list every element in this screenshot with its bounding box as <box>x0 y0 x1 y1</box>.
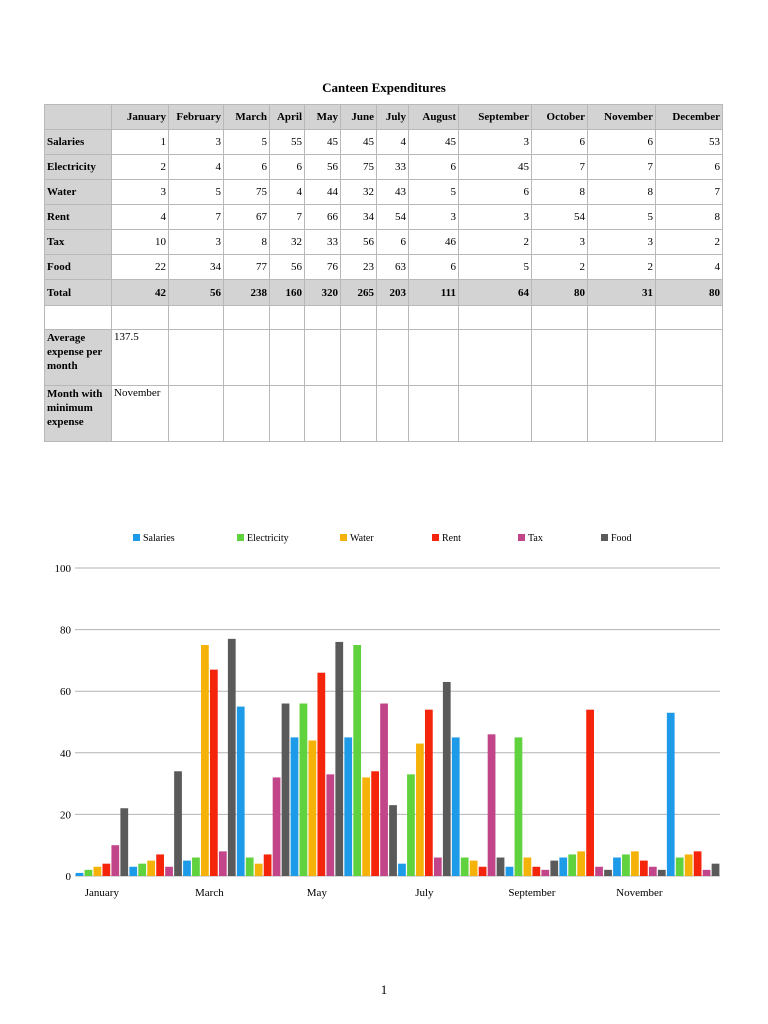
minimum-label: Month with minimum expense <box>45 386 112 442</box>
legend-swatch <box>133 534 140 541</box>
bar-food <box>497 858 505 876</box>
empty-cell <box>409 386 459 442</box>
legend-swatch <box>237 534 244 541</box>
table-row <box>45 180 723 205</box>
table-cell: 43 <box>377 180 409 205</box>
bar-electricity <box>676 858 684 876</box>
legend-swatch <box>601 534 608 541</box>
empty-cell <box>588 386 656 442</box>
bar-water <box>470 861 478 876</box>
table-cell: 3 <box>459 130 532 155</box>
bar-salaries <box>559 858 567 876</box>
bar-electricity <box>85 870 93 876</box>
empty-cell <box>532 386 588 442</box>
month-header: January <box>112 105 169 130</box>
total-cell: 80 <box>532 280 588 306</box>
bar-rent <box>694 851 702 876</box>
table-row <box>45 255 723 280</box>
bar-salaries <box>667 713 675 876</box>
empty-cell <box>305 386 341 442</box>
table-cell: 63 <box>377 255 409 280</box>
table-cell: 4 <box>377 130 409 155</box>
bar-electricity <box>246 858 254 876</box>
bar-food <box>228 639 236 876</box>
legend-label: Food <box>611 533 632 544</box>
empty-cell <box>169 306 224 330</box>
empty-cell <box>112 306 169 330</box>
bar-food <box>389 805 397 876</box>
table-cell: 53 <box>656 130 723 155</box>
table-cell: 4 <box>169 155 224 180</box>
bar-food <box>604 870 612 876</box>
total-cell: 64 <box>459 280 532 306</box>
month-header: March <box>224 105 270 130</box>
total-cell: 265 <box>341 280 377 306</box>
table-cell: 44 <box>305 180 341 205</box>
empty-cell <box>532 330 588 386</box>
empty-cell <box>377 306 409 330</box>
bar-salaries <box>452 737 460 876</box>
table-cell: 46 <box>409 230 459 255</box>
total-cell: 160 <box>270 280 305 306</box>
table-cell: 8 <box>224 230 270 255</box>
empty-cell <box>224 330 270 386</box>
table-cell: 54 <box>532 205 588 230</box>
legend-label: Salaries <box>143 533 175 544</box>
table-row <box>45 155 723 180</box>
table-cell: 4 <box>656 255 723 280</box>
table-cell: 2 <box>532 255 588 280</box>
table-cell: 3 <box>169 230 224 255</box>
average-label: Average expense per month <box>45 330 112 386</box>
bar-electricity <box>568 854 576 876</box>
table-cell: 54 <box>377 205 409 230</box>
table-cell: 22 <box>112 255 169 280</box>
bar-electricity <box>407 774 415 876</box>
bar-salaries <box>76 873 84 876</box>
total-label: Total <box>45 280 112 306</box>
average-row <box>45 330 723 386</box>
table-cell: 32 <box>341 180 377 205</box>
bar-electricity <box>461 858 469 876</box>
blank-row <box>45 306 723 330</box>
bar-tax <box>703 870 711 876</box>
bar-rent <box>317 673 325 876</box>
table-cell: 67 <box>224 205 270 230</box>
x-tick-label: May <box>306 887 327 899</box>
empty-cell <box>377 386 409 442</box>
table-cell: 45 <box>409 130 459 155</box>
table-cell: 34 <box>169 255 224 280</box>
bar-rent <box>371 771 379 876</box>
y-tick-label: 0 <box>65 871 71 883</box>
legend-swatch <box>340 534 347 541</box>
bar-rent <box>156 854 164 876</box>
empty-cell <box>409 306 459 330</box>
table-cell: 2 <box>656 230 723 255</box>
row-label: Tax <box>45 230 112 255</box>
table-cell: 75 <box>341 155 377 180</box>
empty-cell <box>532 306 588 330</box>
bar-tax <box>326 774 334 876</box>
table-body <box>45 105 723 442</box>
table-cell: 3 <box>588 230 656 255</box>
bar-water <box>416 744 424 876</box>
bar-rent <box>479 867 487 876</box>
bar-electricity <box>300 704 308 876</box>
legend-swatch <box>518 534 525 541</box>
x-tick-label: November <box>616 887 663 899</box>
table-row <box>45 205 723 230</box>
empty-cell <box>341 306 377 330</box>
bar-water <box>255 864 263 876</box>
table-cell: 23 <box>341 255 377 280</box>
table-cell: 2 <box>112 155 169 180</box>
row-label: Salaries <box>45 130 112 155</box>
bar-salaries <box>344 737 352 876</box>
bar-water <box>577 851 585 876</box>
table-cell: 5 <box>224 130 270 155</box>
table-cell: 55 <box>270 130 305 155</box>
y-tick-label: 80 <box>60 624 71 637</box>
table-cell: 2 <box>588 255 656 280</box>
bar-water <box>201 645 209 876</box>
bar-food <box>712 864 720 876</box>
table-cell: 5 <box>169 180 224 205</box>
bar-rent <box>640 861 648 876</box>
bar-rent <box>586 710 594 876</box>
table-cell: 45 <box>459 155 532 180</box>
table-cell: 6 <box>377 230 409 255</box>
table-cell: 6 <box>588 130 656 155</box>
empty-cell <box>341 386 377 442</box>
table-cell: 66 <box>305 205 341 230</box>
bar-water <box>685 854 693 876</box>
table-cell: 6 <box>459 180 532 205</box>
row-label: Water <box>45 180 112 205</box>
row-label: Electricity <box>45 155 112 180</box>
total-cell: 320 <box>305 280 341 306</box>
total-cell: 56 <box>169 280 224 306</box>
legend-label: Tax <box>528 533 543 544</box>
bar-rent <box>102 864 110 876</box>
minimum-month-row <box>45 386 723 442</box>
table-cell: 10 <box>112 230 169 255</box>
table-cell: 3 <box>532 230 588 255</box>
bar-water <box>524 858 532 876</box>
total-cell: 80 <box>656 280 723 306</box>
bar-tax <box>273 777 281 876</box>
bar-electricity <box>622 854 630 876</box>
table-cell: 6 <box>270 155 305 180</box>
empty-cell <box>305 306 341 330</box>
table-cell: 4 <box>270 180 305 205</box>
bar-food <box>550 861 558 876</box>
table-cell: 56 <box>305 155 341 180</box>
x-tick-label: March <box>195 887 224 899</box>
table-cell: 5 <box>409 180 459 205</box>
bar-rent <box>425 710 433 876</box>
table-row <box>45 230 723 255</box>
bar-rent <box>532 867 540 876</box>
page-number: 1 <box>380 982 388 997</box>
bar-salaries <box>613 858 621 876</box>
empty-cell <box>224 386 270 442</box>
x-tick-label: July <box>415 887 434 899</box>
table-cell: 33 <box>377 155 409 180</box>
x-tick-label: September <box>508 887 556 899</box>
table-cell: 33 <box>305 230 341 255</box>
expenditure-chart <box>30 525 730 905</box>
empty-cell <box>459 306 532 330</box>
row-label: Food <box>45 255 112 280</box>
bar-food <box>443 682 451 876</box>
table-cell: 3 <box>112 180 169 205</box>
month-header: October <box>532 105 588 130</box>
bar-food <box>335 642 343 876</box>
y-tick-label: 60 <box>60 686 71 699</box>
bar-rent <box>264 854 272 876</box>
table-cell: 45 <box>341 130 377 155</box>
total-cell: 111 <box>409 280 459 306</box>
bar-water <box>362 777 370 876</box>
month-header: February <box>169 105 224 130</box>
empty-cell <box>305 330 341 386</box>
empty-cell <box>656 330 723 386</box>
table-cell: 5 <box>459 255 532 280</box>
legend-label: Electricity <box>247 533 289 544</box>
table-cell: 6 <box>409 255 459 280</box>
table-cell: 75 <box>224 180 270 205</box>
bar-tax <box>649 867 657 876</box>
month-header: July <box>377 105 409 130</box>
table-cell: 3 <box>169 130 224 155</box>
bar-electricity <box>192 858 200 876</box>
table-cell: 8 <box>656 205 723 230</box>
bar-salaries <box>398 864 406 876</box>
empty-cell <box>270 330 305 386</box>
table-cell: 56 <box>270 255 305 280</box>
bar-food <box>120 808 128 876</box>
table-cell: 5 <box>588 205 656 230</box>
bar-tax <box>219 851 227 876</box>
table-cell: 8 <box>588 180 656 205</box>
expenditure-table <box>44 104 723 442</box>
table-cell: 6 <box>224 155 270 180</box>
bar-tax <box>434 858 442 876</box>
legend-swatch <box>432 534 439 541</box>
empty-cell <box>341 330 377 386</box>
corner-cell <box>45 105 112 130</box>
month-header: December <box>656 105 723 130</box>
bar-tax <box>488 734 496 876</box>
bar-food <box>174 771 182 876</box>
empty-cell <box>588 330 656 386</box>
table-cell: 7 <box>270 205 305 230</box>
bar-electricity <box>353 645 361 876</box>
month-header: June <box>341 105 377 130</box>
document-title: Canteen Expenditures <box>322 80 446 95</box>
table-cell: 6 <box>532 130 588 155</box>
minimum-value: November <box>112 386 169 442</box>
total-cell: 203 <box>377 280 409 306</box>
empty-cell <box>45 306 112 330</box>
empty-cell <box>169 330 224 386</box>
month-header: August <box>409 105 459 130</box>
bar-tax <box>111 845 119 876</box>
month-header: November <box>588 105 656 130</box>
bar-tax <box>595 867 603 876</box>
bar-water <box>94 867 102 876</box>
empty-cell <box>459 330 532 386</box>
empty-cell <box>270 386 305 442</box>
table-cell: 34 <box>341 205 377 230</box>
bar-salaries <box>129 867 137 876</box>
header-row <box>45 105 723 130</box>
table-cell: 7 <box>532 155 588 180</box>
month-header: May <box>305 105 341 130</box>
table-cell: 8 <box>532 180 588 205</box>
month-header: September <box>459 105 532 130</box>
table-row <box>45 130 723 155</box>
bar-water <box>309 740 317 876</box>
total-cell: 31 <box>588 280 656 306</box>
row-label: Rent <box>45 205 112 230</box>
y-tick-label: 40 <box>60 747 71 760</box>
empty-cell <box>169 386 224 442</box>
table-cell: 1 <box>112 130 169 155</box>
table-cell: 3 <box>409 205 459 230</box>
empty-cell <box>656 386 723 442</box>
legend-label: Rent <box>442 533 461 544</box>
table-cell: 56 <box>341 230 377 255</box>
table-cell: 2 <box>459 230 532 255</box>
bar-rent <box>210 670 218 876</box>
empty-cell <box>588 306 656 330</box>
empty-cell <box>656 306 723 330</box>
y-tick-label: 100 <box>54 563 71 575</box>
table-cell: 45 <box>305 130 341 155</box>
table-cell: 7 <box>588 155 656 180</box>
bar-water <box>147 861 155 876</box>
y-tick-label: 20 <box>60 809 71 822</box>
total-cell: 238 <box>224 280 270 306</box>
total-row <box>45 280 723 306</box>
bar-tax <box>380 704 388 876</box>
bar-tax <box>165 867 173 876</box>
bar-tax <box>541 870 549 876</box>
bar-water <box>631 851 639 876</box>
table-cell: 3 <box>459 205 532 230</box>
bar-food <box>658 870 666 876</box>
table-cell: 7 <box>169 205 224 230</box>
empty-cell <box>224 306 270 330</box>
x-tick-label: January <box>84 887 119 899</box>
empty-cell <box>459 386 532 442</box>
average-value: 137.5 <box>112 330 169 386</box>
table-cell: 6 <box>409 155 459 180</box>
empty-cell <box>377 330 409 386</box>
empty-cell <box>270 306 305 330</box>
table-cell: 32 <box>270 230 305 255</box>
bar-salaries <box>291 737 299 876</box>
table-cell: 4 <box>112 205 169 230</box>
total-cell: 42 <box>112 280 169 306</box>
table-cell: 76 <box>305 255 341 280</box>
table-cell: 7 <box>656 180 723 205</box>
legend-label: Water <box>350 533 374 544</box>
bar-salaries <box>506 867 514 876</box>
bar-salaries <box>237 707 245 876</box>
bar-electricity <box>138 864 146 876</box>
table-cell: 6 <box>656 155 723 180</box>
table-cell: 77 <box>224 255 270 280</box>
bar-salaries <box>183 861 191 876</box>
month-header: April <box>270 105 305 130</box>
empty-cell <box>409 330 459 386</box>
bar-food <box>282 704 290 876</box>
bar-electricity <box>515 737 523 876</box>
